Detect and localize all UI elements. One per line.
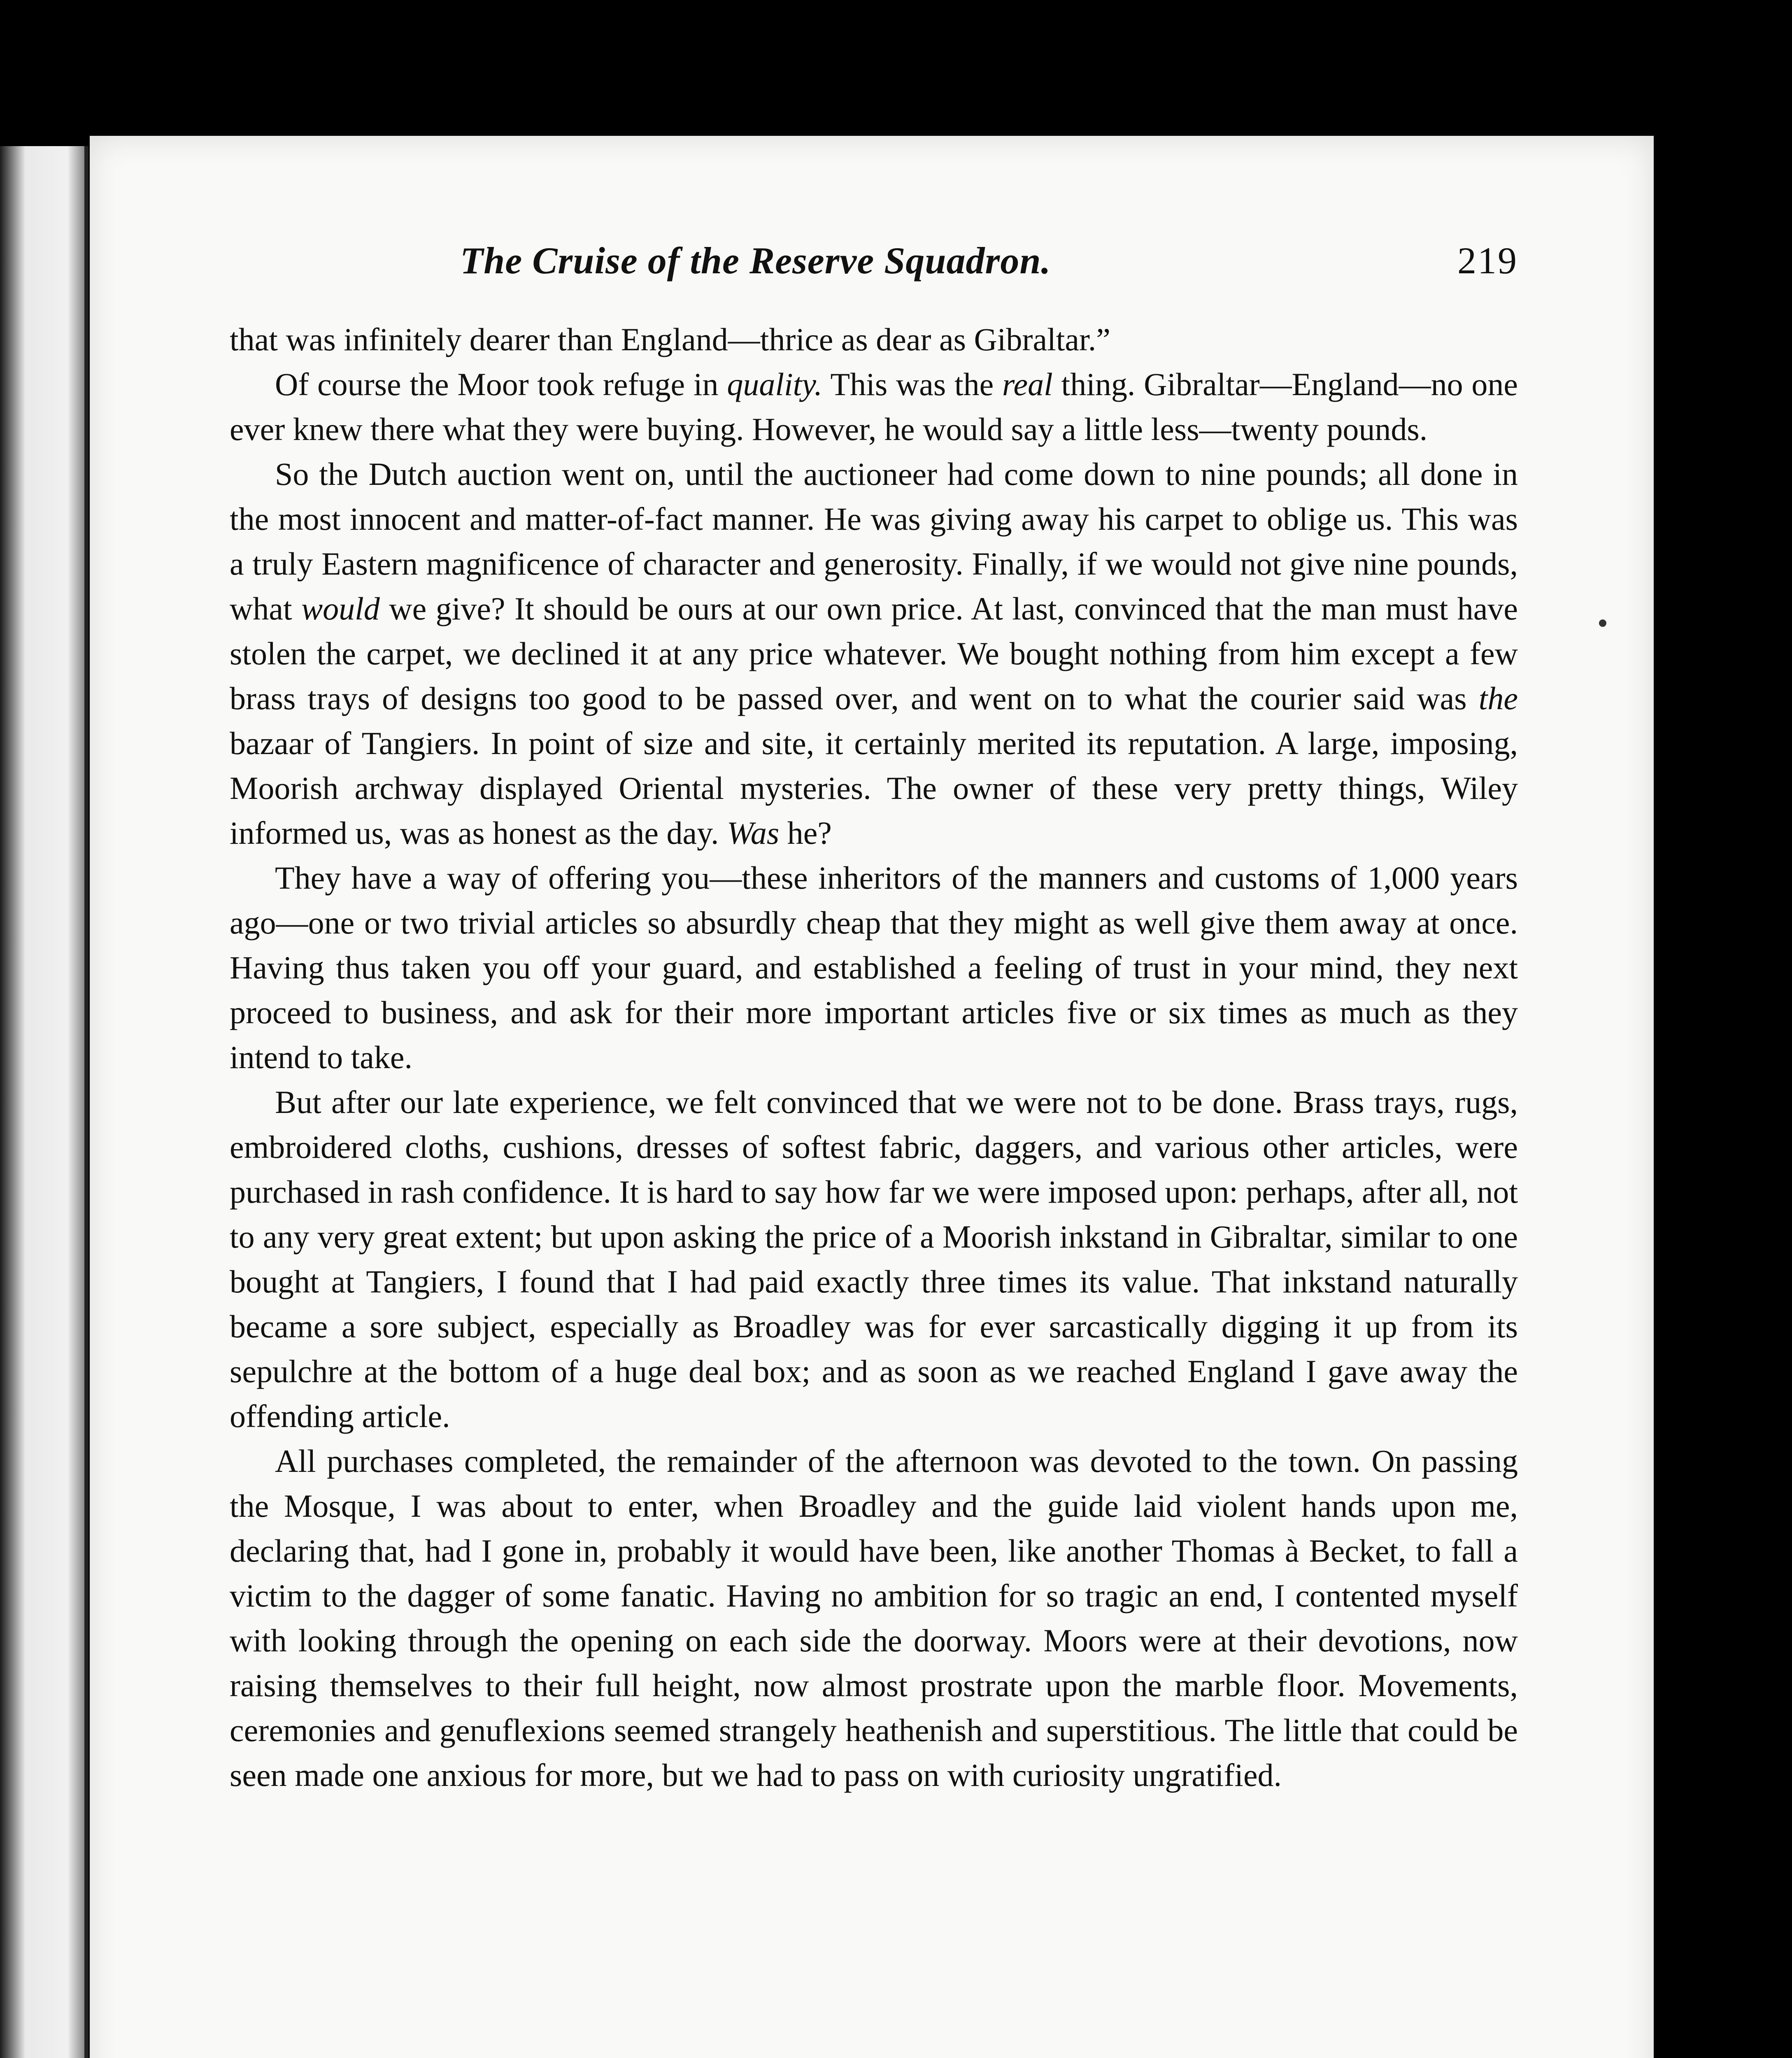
italic-text: real — [1002, 366, 1053, 402]
text-run: This was the — [822, 366, 1003, 402]
running-head — [230, 239, 1518, 309]
paragraph — [230, 855, 1518, 1080]
text-run: he? — [779, 815, 832, 851]
paragraph — [230, 1439, 1518, 1797]
paragraph — [230, 1080, 1518, 1439]
italic-text: the — [1478, 680, 1518, 716]
text-run: that was infinitely dearer than England—thrice as dear as Gibraltar.” — [230, 321, 1110, 357]
text-run: But after our late experience, we felt convinced that we were not to be done. Brass trays, rugs, embroidered cloths, cushions, dresses of softest fabric, daggers, and various other articles, were purchased in rash confidence. It is hard to say how far we were imposed upon: perhaps, after all, not to any very great extent; but upon asking the price of a Moorish inkstand in Gibraltar, similar to one bought at Tangiers, I found that I had paid exactly three times its value. That inkstand naturally became a sore subject, especially as Broadley was for ever sarcastically digging it up from its sepulchre at the bottom of a huge deal box; and as soon as we reached England I gave away the offending article. — [230, 1084, 1518, 1434]
dust-speck — [1599, 619, 1606, 627]
italic-text: Was — [727, 815, 780, 851]
text-run: They have a way of offering you—these inheritors of the manners and customs of 1,000 years ago—one or two trivial articles so absurdly cheap that they might as well give them away at once. Having thus taken you off your guard, and established a feeling of trust in your mind, they next proceed to business, and ask for their more important articles five or six times as much as they intend to take. — [230, 860, 1518, 1075]
paragraph — [230, 362, 1518, 452]
page-number: 219 — [1457, 240, 1518, 282]
text-run: All purchases completed, the remainder of the afternoon was devoted to the town. On passing the Mosque, I was about to enter, when Broadley and the guide laid violent hands upon me, declaring that, had I gone in, probably it would have been, like another Thomas à Becket, to fall a victim to the dagger of some fanatic. Having no ambition for so tragic an end, I contented myself with looking through the opening on each side the doorway. Moors were at their devotions, now raising themselves to their full height, now almost prostrate upon the marble floor. Movements, ceremonies and genuflexions seemed strangely heathenish and superstitious. The little that could be seen made one anxious for more, but we had to pass on with curiosity ungratified. — [230, 1443, 1518, 1793]
paragraph — [230, 452, 1518, 855]
text-run: we give? It should be ours at our own price. At last, convinced that the man must have stolen the carpet, we declined it at any price whatever. We bought nothing from him except a few brass trays of designs too good to be passed over, and went on to what the courier said was — [230, 591, 1518, 716]
text-run: Of course the Moor took refuge in — [275, 366, 727, 402]
paragraph — [230, 317, 1518, 362]
left-page-edge — [0, 146, 88, 2058]
text-run: thing. Gibraltar—England—no one ever knew there what they were buying. However, he would say a little less—twenty pounds. — [230, 366, 1518, 447]
book-page — [90, 136, 1654, 2058]
running-title: The Cruise of the Reserve Squadron. — [460, 240, 1051, 282]
italic-text: quality. — [727, 366, 823, 402]
italic-text: would — [301, 591, 380, 626]
text-run: So the Dutch auction went on, until the auctioneer had come down to nine pounds; all done in the most innocent and matter-of-fact manner. He was giving away his carpet to oblige us. This was a truly Eastern magnificence of character and generosity. Finally, if we would not give nine pounds, what — [230, 456, 1518, 626]
page-content — [230, 239, 1518, 2058]
text-run: bazaar of Tangiers. In point of size and site, it certainly merited its reputation. A large, imposing, Moorish archway displayed Oriental mysteries. The owner of these very pretty things, Wiley informed us, was as honest as the day. — [230, 725, 1518, 851]
body-text — [230, 317, 1518, 1797]
